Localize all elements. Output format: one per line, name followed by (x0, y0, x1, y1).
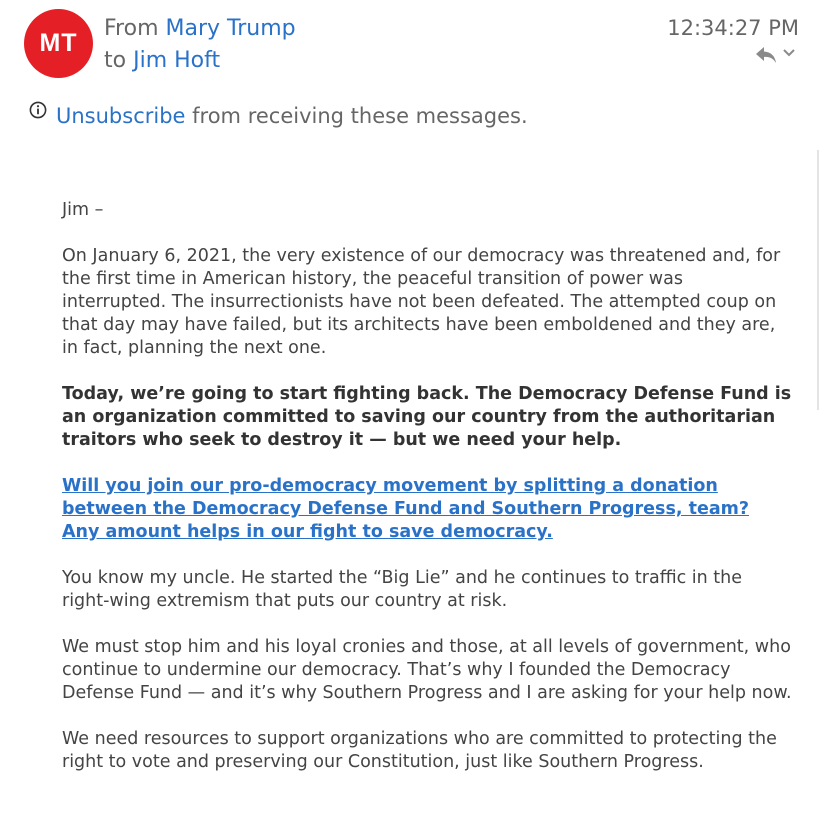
sender-name-link[interactable]: Mary Trump (165, 16, 296, 41)
sender-avatar (24, 9, 93, 78)
unsubscribe-text: from receiving these messages. (185, 104, 528, 128)
paragraph-3: You know my uncle. He started the “Big Lie” and he continues to traffic in the right-wing extremism that puts our country at risk. (62, 568, 743, 611)
paragraph-5: We need resources to support organizations who are committed to protecting the right to vote and preserving our Constitution, just like Southern Progress. (62, 729, 777, 772)
paragraph-2-bold: Today, we’re going to start fighting back. The Democracy Defense Fund is an organization committed to saving our country from the authoritarian traitors who seek to destroy it — but we need your help. (62, 384, 792, 450)
unsubscribe-notice (56, 104, 528, 128)
message-time: 12:34:27 PM (667, 16, 799, 40)
greeting: Jim – (62, 200, 104, 220)
scrollbar-track[interactable] (817, 150, 819, 410)
to-prefix: to (104, 48, 127, 73)
paragraph-1: On January 6, 2021, the very existence of our democracy was threatened and, for the first time in American history, the peaceful transition of power was interrupted. The insurrectionists have not been defeated. The attempted coup on that day may have failed, but its architects have been emboldened and they are, in fact, planning the next one. (62, 246, 781, 358)
recipient-name-link[interactable]: Jim Hoft (133, 48, 221, 73)
paragraph-4: We must stop him and his loyal cronies and those, at all levels of government, who continue to undermine our democracy. That’s why I founded the Democracy Defense Fund — and it’s why Southern Progress and I are asking for your help now. (62, 637, 792, 703)
unsubscribe-link[interactable]: Unsubscribe (56, 104, 186, 128)
info-icon (29, 101, 47, 119)
to-line (104, 48, 220, 73)
chevron-down-icon[interactable] (782, 47, 796, 59)
message-body (62, 199, 792, 797)
reply-icon[interactable] (754, 44, 778, 66)
from-prefix: From (104, 16, 159, 41)
avatar-initials: MT (39, 29, 78, 57)
donation-link[interactable]: Will you join our pro-democracy movement by splitting a donation between the Democracy Defense Fund and Southern Progress, team? Any amount helps in our fight to save democracy. (62, 476, 750, 542)
from-line (104, 16, 296, 41)
